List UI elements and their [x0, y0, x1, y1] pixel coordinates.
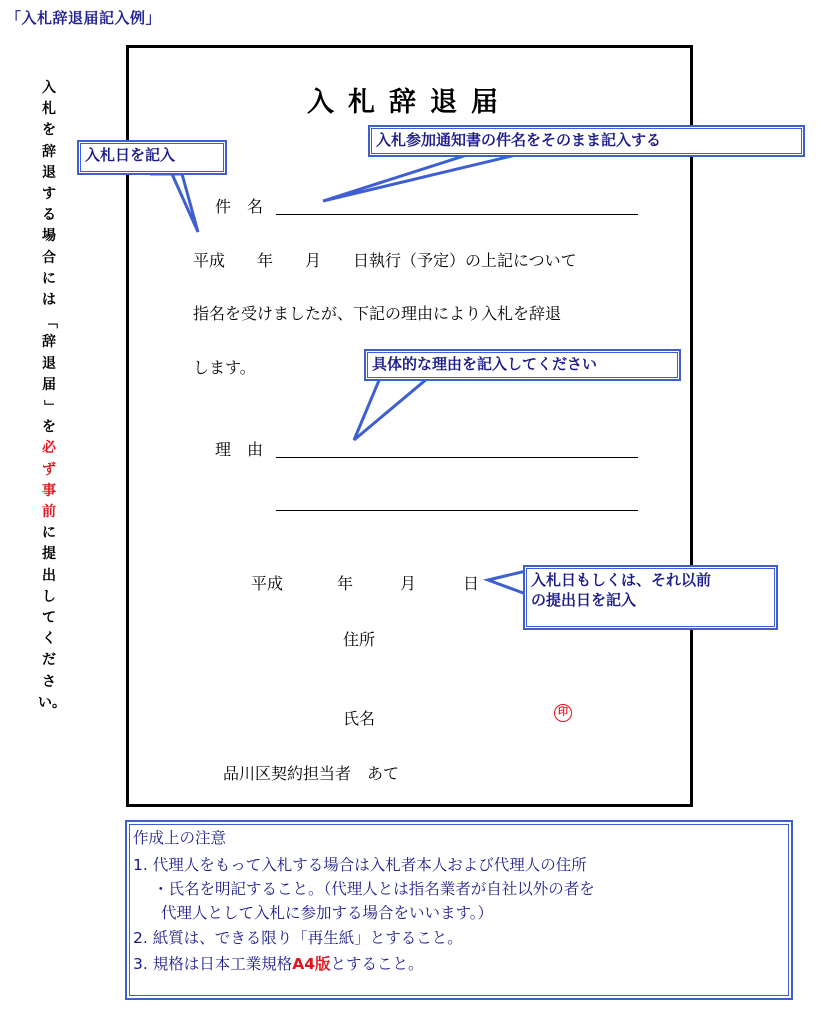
callout-submit-date: [523, 565, 778, 630]
side-instruction-bracket-close: 」: [41, 399, 58, 414]
date-month: 月: [400, 574, 417, 593]
subject-underline: [276, 214, 638, 215]
name-label: 氏名: [343, 709, 376, 728]
note-item-3-suffix: とすること。: [330, 955, 424, 973]
side-instruction-part3: を: [42, 419, 56, 436]
side-instruction: [38, 78, 66, 714]
form-line-2: 指名を受けましたが、下記の理由により入札を辞退: [193, 304, 562, 323]
addressee: 品川区契約担当者 あて: [223, 764, 400, 783]
note-item-3: [133, 952, 424, 974]
date-day: 日: [463, 574, 480, 593]
note-item-1-cont-1: ・氏名を明記すること。（代理人とは指名業者が自社以外の者を: [153, 880, 595, 898]
side-instruction-bracket-open: 「: [41, 314, 58, 329]
date-era: 平成: [251, 574, 284, 593]
callout-submit-date-line-1: 入札日もしくは、それ以前: [531, 571, 712, 589]
side-instruction-part2: 辞退届: [42, 334, 56, 393]
side-instruction-part1: 入札を辞退する場合には: [42, 80, 56, 309]
notes-box: [125, 820, 793, 1000]
seal-mark: 印: [554, 704, 572, 722]
callout-submit-date-line-2: の提出日を記入: [531, 591, 637, 609]
page-title: 「入札辞退届記入例」: [6, 9, 162, 27]
note-item-1-cont-2: 代理人として入札に参加する場合をいいます。）: [161, 904, 494, 922]
reason-underline-2: [276, 510, 638, 511]
side-instruction-emphasis: 必ず事前: [42, 440, 56, 521]
side-instruction-part4: に提出してください。: [38, 525, 66, 711]
note-item-3-prefix: 3. 規格は日本工業規格: [133, 955, 293, 973]
reason-underline-1: [276, 457, 638, 458]
note-item-1: 1. 代理人をもって入札する場合は入札者本人および代理人の住所: [133, 856, 587, 874]
note-item-3-emphasis: A4版: [292, 955, 331, 973]
form-line-1: 平成 年 月 日執行（予定）の上記について: [193, 251, 577, 270]
form-title: 入札辞退届: [307, 87, 512, 118]
notes-title: 作成上の注意: [133, 829, 227, 847]
callout-bid-date: 入札日を記入: [77, 140, 227, 175]
date-year: 年: [337, 574, 354, 593]
subject-label: 件 名: [215, 197, 264, 216]
form-line-3: します。: [193, 358, 256, 377]
address-label: 住所: [343, 630, 376, 649]
callout-notice-name: 入札参加通知書の件名をそのまま記入する: [368, 125, 805, 157]
callout-reason: 具体的な理由を記入してください: [364, 349, 681, 381]
reason-label: 理 由: [215, 440, 264, 459]
note-item-2: 2. 紙質は、できる限り「再生紙」とすること。: [133, 929, 463, 947]
